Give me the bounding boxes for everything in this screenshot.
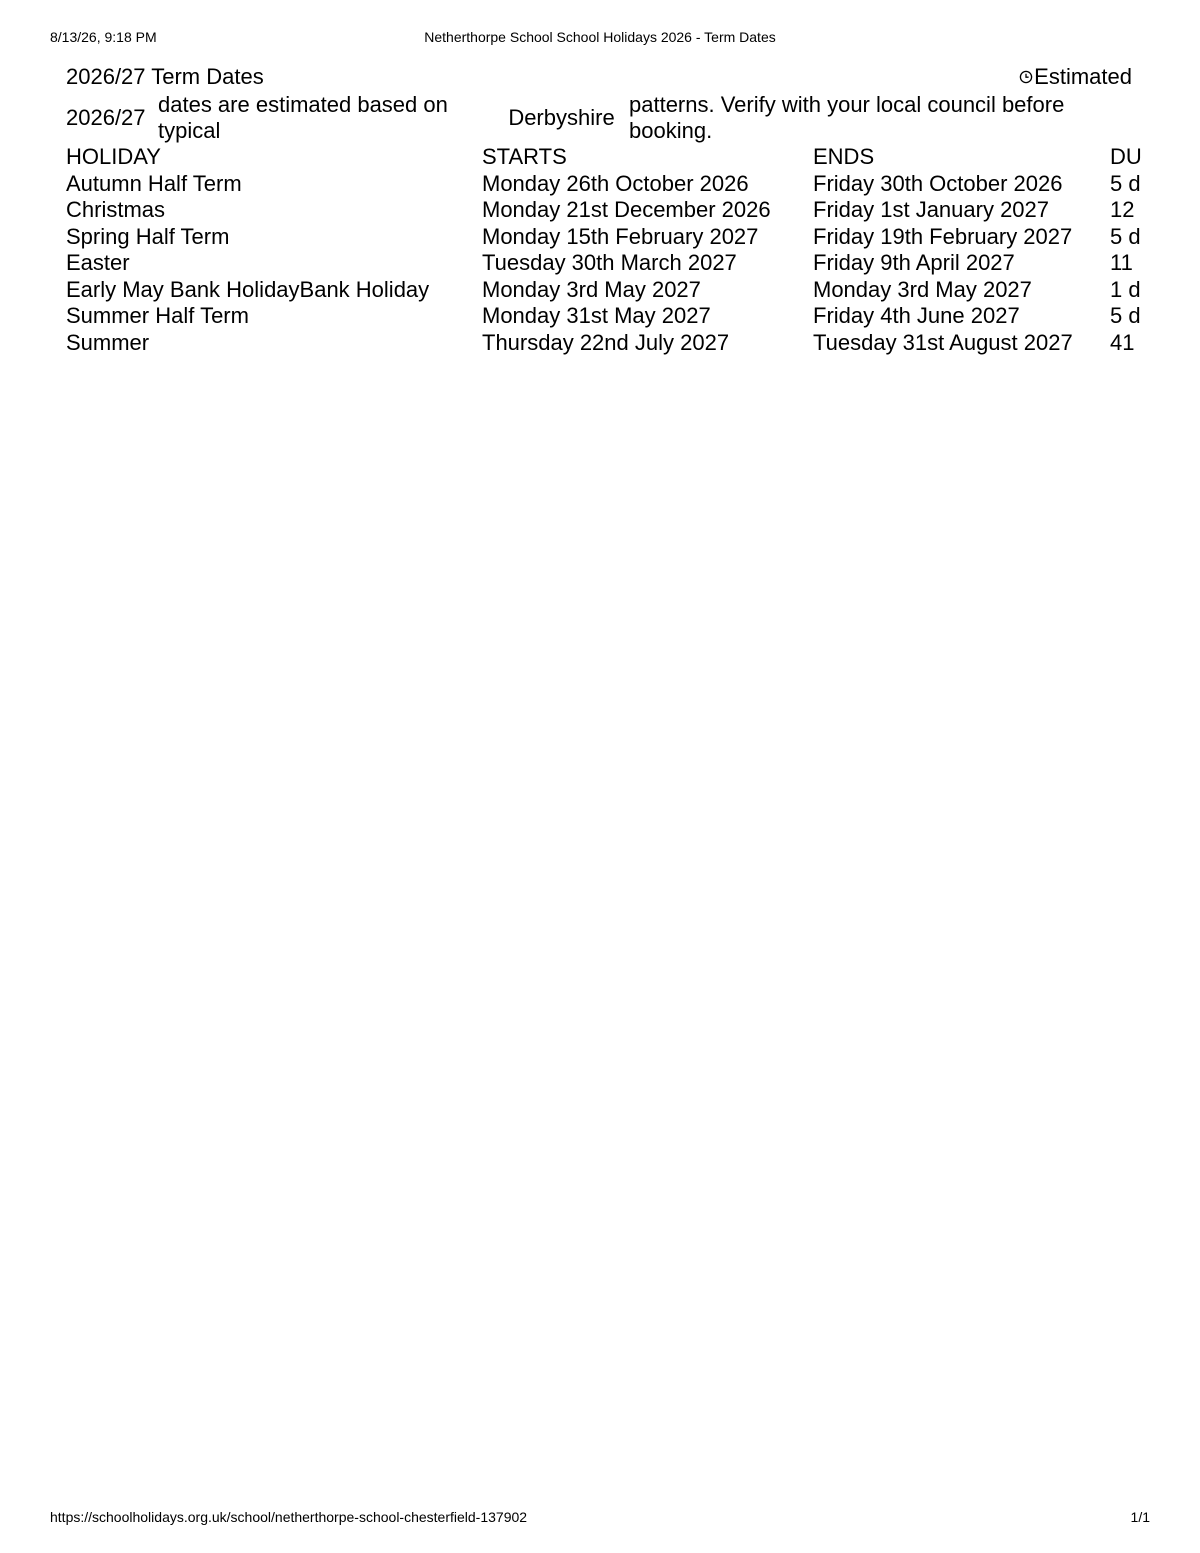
holiday-name: Spring Half Term [66,223,230,249]
duration: 5 d [1110,223,1141,249]
holiday-name: Summer Half Term [66,303,249,328]
table-row [66,330,1186,357]
duration: 1 d [1110,276,1141,302]
start-date: Monday 26th October 2026 [482,170,749,196]
holiday-name: Christmas [66,197,166,222]
estimated-label: Estimated [1034,64,1132,89]
print-datetime: 8/13/26, 9:18 PM [50,29,157,45]
table-row [66,303,1186,330]
duration: 41 [1110,329,1135,355]
start-date: Thursday 22nd July 2027 [482,329,730,355]
duration: 5 d [1110,170,1141,196]
duration: 11 [1110,250,1133,275]
end-date: Monday 3rd May 2027 [813,276,1032,302]
holiday-name: Early May Bank HolidayBank Holiday [66,276,430,302]
term-dates-table [66,144,1186,356]
start-date: Monday 15th February 2027 [482,223,759,249]
holiday-name: Easter [66,250,130,275]
start-date: Monday 3rd May 2027 [482,276,701,302]
start-date: Tuesday 30th March 2027 [482,250,737,275]
term-dates-section [66,64,1142,356]
notice-text-end: patterns. Verify with your local council before booking. [629,92,1065,143]
section-title: 2026/27 Term Dates [66,64,264,89]
clock-icon [1019,70,1033,84]
column-header-ends: ENDS [813,144,875,169]
duration: 5 d [1110,303,1141,328]
duration: 12 [1110,197,1135,222]
estimated-badge [1019,64,1132,90]
column-header-duration: DU [1110,144,1142,169]
end-date: Friday 19th February 2027 [813,223,1073,249]
print-page-title: Netherthorpe School School Holidays 2026 - Term Dates [424,29,776,45]
table-row [66,277,1186,304]
table-row [66,224,1186,251]
holiday-name: Summer [66,329,150,355]
table-header-row [66,144,1186,171]
section-header [66,64,1132,92]
start-date: Monday 31st May 2027 [482,303,711,328]
end-date: Friday 9th April 2027 [813,250,1015,275]
table-row [66,171,1186,198]
estimate-notice [66,92,1132,144]
print-page-number: 1/1 [1130,1509,1150,1525]
table-row [66,197,1186,224]
print-url: https://schoolholidays.org.uk/school/netherthorpe-school-chesterfield-137902 [50,1509,528,1525]
end-date: Friday 30th October 2026 [813,170,1063,196]
notice-year: 2026/27 [66,105,146,130]
end-date: Tuesday 31st August 2027 [813,329,1073,355]
column-header-holiday: HOLIDAY [66,144,161,169]
print-header [50,29,1150,47]
holiday-name: Autumn Half Term [66,170,242,196]
column-header-starts: STARTS [482,144,567,169]
table-row [66,250,1186,277]
notice-text-start: dates are estimated based on typical [158,92,448,143]
end-date: Friday 4th June 2027 [813,303,1020,328]
end-date: Friday 1st January 2027 [813,197,1050,222]
start-date: Monday 21st December 2026 [482,197,771,222]
notice-region: Derbyshire [508,105,615,130]
print-footer [50,1509,1150,1527]
